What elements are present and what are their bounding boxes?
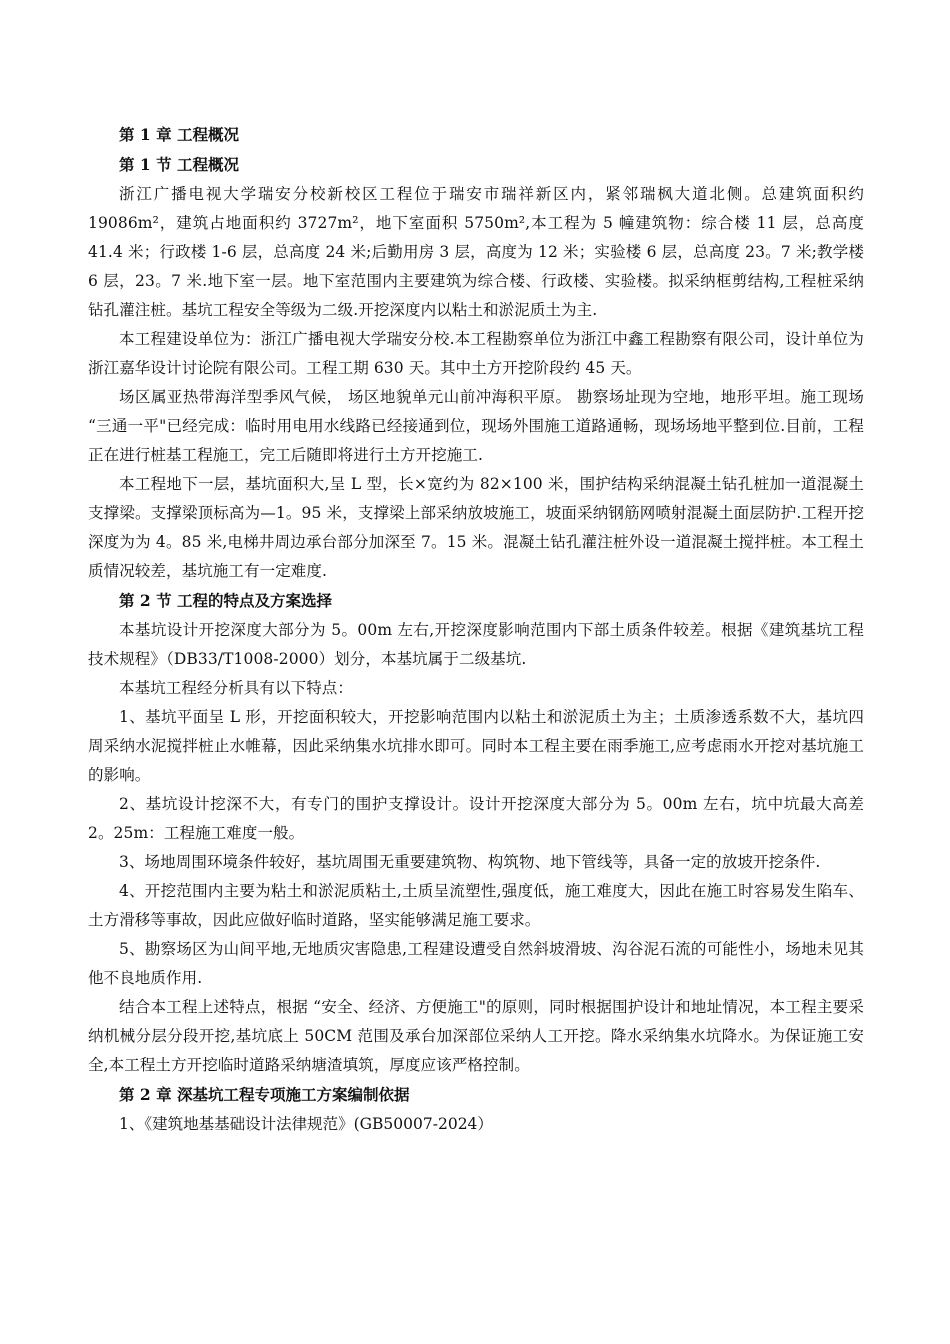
paragraph-features-intro: 本基坑工程经分析具有以下特点： — [119, 679, 354, 697]
paragraph-foundation-pit: 本工程地下一层，基坑面积大,呈 L 型，长×宽约为 82×100 米，围护结构采纳混凝土钻孔桩加一道混凝土支撑梁。支撑梁顶标高为—1。95 米，支撑梁上部采纳放坡施工，坡面采纳钢筋网喷射混凝土面层防护.工程开挖深度为为 4。85 米,电梯井周边承台部分加深至 7。15 米。混凝土钻孔灌注桩外设一道混凝土搅拌桩。本工程土质情况较差，基坑施工有一定难度. — [88, 475, 864, 580]
paragraph-feature-4: 4、开挖范围内主要为粘土和淤泥质粘土,土质呈流塑性,强度低，施工难度大，因此在施工时容易发生陷车、土方滑移等事故，因此应做好临时道路，坚实能够满足施工要求。 — [88, 882, 864, 929]
paragraph-construction-units: 本工程建设单位为：浙江广播电视大学瑞安分校.本工程勘察单位为浙江中鑫工程勘察有限公司，设计单位为浙江嘉华设计讨论院有限公司。工程工期 630 天。其中土方开挖阶段约 45 天。 — [88, 330, 864, 377]
paragraph-site-conditions: 场区属亚热带海洋型季风气候， 场区地貌单元山前冲海积平原。 勘察场址现为空地，地形平坦。施工现场 “三通一平"已经完成：临时用电用水线路已经接通到位，现场外围施工道路通畅，现场场地平整到位.目前，工程正在进行桩基工程施工，完工后随即将进行土方开挖施工. — [88, 388, 864, 464]
paragraph-feature-2: 2、基坑设计挖深不大，有专门的围护支撑设计。设计开挖深度大部分为 5。00m 左右，坑中坑最大高差 2。25m：工程施工难度一般。 — [88, 795, 864, 842]
chapter-2-title: 第 2 章 深基坑工程专项施工方案编制依据 — [119, 1085, 410, 1104]
section-1-title: 第 1 节 工程概况 — [119, 155, 239, 174]
basis-item-1: 1、《建筑地基基础设计法律规范》(GB50007-2024） — [119, 1115, 493, 1133]
section-2-title: 第 2 节 工程的特点及方案选择 — [119, 591, 332, 610]
paragraph-feature-5: 5、勘察场区为山间平地,无地质灾害隐患,工程建设遭受自然斜坡滑坡、沟谷泥石流的可能性小，场地未见其他不良地质作用. — [88, 940, 864, 987]
chapter-1-title: 第 1 章 工程概况 — [119, 125, 239, 144]
paragraph-project-overview: 浙江广播电视大学瑞安分校新校区工程位于瑞安市瑞祥新区内，紧邻瑞枫大道北侧。总建筑面积约19086m²，建筑占地面积约 3727m²，地下室面积 5750m²,本工程为 5 幢建筑物：综合楼 11 层，总高度 41.4 米；行政楼 1-6 层，总高度 24 米;后勤用房 3 层，高度为 12 米；实验楼 6 层，总高度 23。7 米;教学楼 6 层，23。7 米.地下室一层。地下室范围内主要建筑为综合楼、行政楼、实验楼。拟采纳框剪结构,工程桩采纳钻孔灌注桩。基坑工程安全等级为二级.开挖深度内以粘土和淤泥质土为主. — [88, 185, 864, 319]
paragraph-conclusion: 结合本工程上述特点，根据 “安全、经济、方便施工"的原则，同时根据围护设计和地址情况，本工程主要采纳机械分层分段开挖,基坑底上 50CM 范围及承台加深部位采纳人工开挖。降水采纳集水坑降水。为保证施工安全,本工程土方开挖临时道路采纳塘渣填筑，厚度应该严格控制。 — [88, 998, 864, 1074]
paragraph-pit-depth: 本基坑设计开挖深度大部分为 5。00m 左右,开挖深度影响范围内下部土质条件较差。根据《建筑基坑工程技术规程》（DB33/T1008-2000）划分，本基坑属于二级基坑. — [88, 621, 864, 668]
paragraph-feature-1: 1、基坑平面呈 L 形，开挖面积较大，开挖影响范围内以粘土和淤泥质土为主；土质渗透系数不大，基坑四周采纳水泥搅拌桩止水帷幕，因此采纳集水坑排水即可。同时本工程主要在雨季施工,应考虑雨水开挖对基坑施工的影响。 — [88, 708, 864, 784]
paragraph-feature-3: 3、场地周围环境条件较好，基坑周围无重要建筑物、构筑物、地下管线等，具备一定的放坡开挖条件. — [119, 853, 821, 871]
document-page — [88, 120, 864, 1139]
